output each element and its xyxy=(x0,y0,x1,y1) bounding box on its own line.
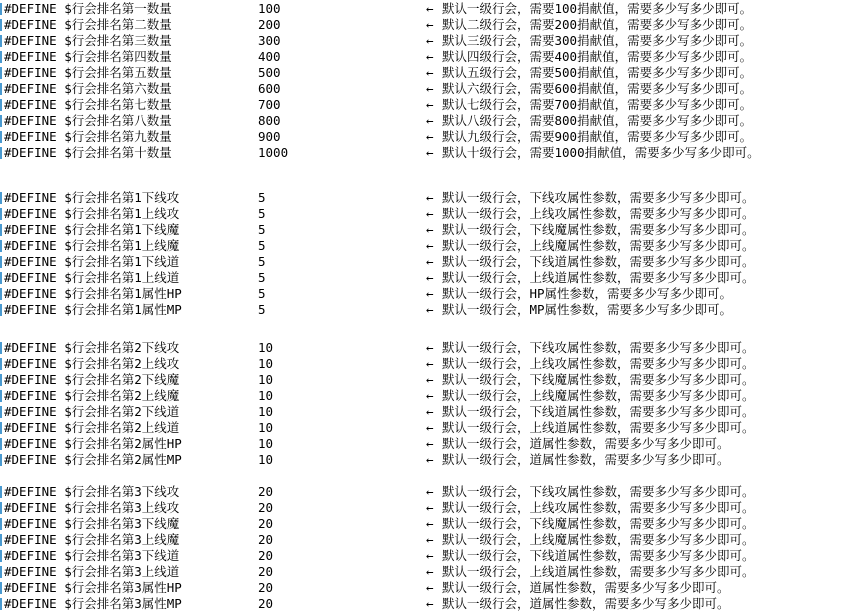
arrow-left-icon: ← xyxy=(426,596,434,611)
line-marker xyxy=(0,358,2,370)
define-comment: 默认一级行会，道属性参数，需要多少写多少即可。 xyxy=(442,436,730,451)
line-marker xyxy=(0,550,2,562)
arrow-left-icon: ← xyxy=(426,254,434,269)
define-value: 20 xyxy=(258,596,274,611)
line-marker xyxy=(0,147,2,159)
line-marker xyxy=(0,422,2,434)
define-command: #DEFINE $行会排名第3下线攻 xyxy=(4,484,180,499)
line-marker xyxy=(0,224,2,236)
line-marker xyxy=(0,83,2,95)
define-line xyxy=(0,404,842,420)
line-marker xyxy=(0,192,2,204)
define-command: #DEFINE $行会排名第2上线攻 xyxy=(4,356,180,371)
arrow-left-icon: ← xyxy=(426,113,434,128)
define-value: 200 xyxy=(258,17,281,32)
line-marker xyxy=(0,288,2,300)
arrow-left-icon: ← xyxy=(426,436,434,451)
define-command: #DEFINE $行会排名第2下线攻 xyxy=(4,340,180,355)
arrow-left-icon: ← xyxy=(426,516,434,531)
arrow-left-icon: ← xyxy=(426,420,434,435)
arrow-left-icon: ← xyxy=(426,356,434,371)
arrow-left-icon: ← xyxy=(426,532,434,547)
define-command: #DEFINE $行会排名第1上线攻 xyxy=(4,206,180,221)
define-command: #DEFINE $行会排名第3下线魔 xyxy=(4,516,180,531)
define-line xyxy=(0,532,842,548)
define-command: #DEFINE $行会排名第2下线道 xyxy=(4,404,180,419)
line-marker xyxy=(0,566,2,578)
arrow-left-icon: ← xyxy=(426,484,434,499)
define-value: 20 xyxy=(258,548,274,563)
line-marker xyxy=(0,518,2,530)
line-marker xyxy=(0,342,2,354)
define-value: 10 xyxy=(258,340,274,355)
define-value: 5 xyxy=(258,270,266,285)
define-value: 400 xyxy=(258,49,281,64)
define-comment: 默认一级行会，上线魔属性参数，需要多少写多少即可。 xyxy=(442,388,755,403)
define-command: #DEFINE $行会排名第2上线魔 xyxy=(4,388,180,403)
define-command: #DEFINE $行会排名第1属性HP xyxy=(4,286,182,301)
define-command: #DEFINE $行会排名第四数量 xyxy=(4,49,172,64)
line-marker xyxy=(0,534,2,546)
define-line xyxy=(0,286,842,302)
arrow-left-icon: ← xyxy=(426,404,434,419)
arrow-left-icon: ← xyxy=(426,190,434,205)
define-line xyxy=(0,254,842,270)
define-line xyxy=(0,222,842,238)
line-marker xyxy=(0,51,2,63)
define-value: 800 xyxy=(258,113,281,128)
define-comment: 默认一级行会，道属性参数，需要多少写多少即可。 xyxy=(442,452,730,467)
define-line xyxy=(0,113,842,129)
define-value: 20 xyxy=(258,532,274,547)
define-comment: 默认二级行会，需要200捐献值，需要多少写多少即可。 xyxy=(442,17,753,32)
line-marker xyxy=(0,304,2,316)
arrow-left-icon: ← xyxy=(426,500,434,515)
define-line xyxy=(0,372,842,388)
line-marker xyxy=(0,240,2,252)
arrow-left-icon: ← xyxy=(426,1,434,16)
define-command: #DEFINE $行会排名第3上线攻 xyxy=(4,500,180,515)
arrow-left-icon: ← xyxy=(426,222,434,237)
define-command: #DEFINE $行会排名第三数量 xyxy=(4,33,172,48)
define-value: 5 xyxy=(258,302,266,317)
define-value: 10 xyxy=(258,356,274,371)
define-comment: 默认一级行会，下线魔属性参数，需要多少写多少即可。 xyxy=(442,222,755,237)
line-marker xyxy=(0,67,2,79)
line-marker xyxy=(0,131,2,143)
line-marker xyxy=(0,35,2,47)
arrow-left-icon: ← xyxy=(426,206,434,221)
define-value: 20 xyxy=(258,580,274,595)
line-marker xyxy=(0,438,2,450)
line-marker xyxy=(0,374,2,386)
define-line xyxy=(0,452,842,468)
line-marker xyxy=(0,3,2,15)
define-line xyxy=(0,206,842,222)
define-line xyxy=(0,580,842,596)
define-value: 5 xyxy=(258,190,266,205)
line-marker xyxy=(0,272,2,284)
define-command: #DEFINE $行会排名第2下线魔 xyxy=(4,372,180,387)
define-command: #DEFINE $行会排名第1下线攻 xyxy=(4,190,180,205)
define-line xyxy=(0,49,842,65)
define-comment: 默认一级行会，上线道属性参数，需要多少写多少即可。 xyxy=(442,270,755,285)
define-line xyxy=(0,340,842,356)
define-comment: 默认一级行会，道属性参数，需要多少写多少即可。 xyxy=(442,580,730,595)
define-value: 10 xyxy=(258,452,274,467)
define-value: 10 xyxy=(258,420,274,435)
define-value: 20 xyxy=(258,484,274,499)
define-line xyxy=(0,65,842,81)
line-marker xyxy=(0,208,2,220)
arrow-left-icon: ← xyxy=(426,97,434,112)
define-comment: 默认一级行会，下线攻属性参数，需要多少写多少即可。 xyxy=(442,190,755,205)
define-comment: 默认八级行会，需要800捐献值，需要多少写多少即可。 xyxy=(442,113,753,128)
define-comment: 默认一级行会，道属性参数，需要多少写多少即可。 xyxy=(442,596,730,611)
define-line xyxy=(0,596,842,612)
define-comment: 默认一级行会，上线攻属性参数，需要多少写多少即可。 xyxy=(442,356,755,371)
define-comment: 默认一级行会，下线道属性参数，需要多少写多少即可。 xyxy=(442,254,755,269)
line-marker xyxy=(0,582,2,594)
define-value: 700 xyxy=(258,97,281,112)
define-line xyxy=(0,484,842,500)
arrow-left-icon: ← xyxy=(426,81,434,96)
define-comment: 默认一级行会，下线攻属性参数，需要多少写多少即可。 xyxy=(442,484,755,499)
define-value: 10 xyxy=(258,436,274,451)
arrow-left-icon: ← xyxy=(426,580,434,595)
define-command: #DEFINE $行会排名第1属性MP xyxy=(4,302,182,317)
define-value: 5 xyxy=(258,238,266,253)
arrow-left-icon: ← xyxy=(426,17,434,32)
define-line xyxy=(0,388,842,404)
define-comment: 默认十级行会，需要1000捐献值，需要多少写多少即可。 xyxy=(442,145,760,160)
define-comment: 默认一级行会，HP属性参数，需要多少写多少即可。 xyxy=(442,286,733,301)
define-comment: 默认五级行会，需要500捐献值，需要多少写多少即可。 xyxy=(442,65,753,80)
define-line xyxy=(0,145,842,161)
define-value: 300 xyxy=(258,33,281,48)
define-comment: 默认三级行会，需要300捐献值，需要多少写多少即可。 xyxy=(442,33,753,48)
line-marker xyxy=(0,486,2,498)
define-comment: 默认六级行会，需要600捐献值，需要多少写多少即可。 xyxy=(442,81,753,96)
define-value: 10 xyxy=(258,372,274,387)
define-line xyxy=(0,190,842,206)
define-line xyxy=(0,420,842,436)
define-line xyxy=(0,97,842,113)
define-value: 20 xyxy=(258,516,274,531)
define-value: 5 xyxy=(258,222,266,237)
line-marker xyxy=(0,256,2,268)
arrow-left-icon: ← xyxy=(426,372,434,387)
define-line xyxy=(0,81,842,97)
define-value: 5 xyxy=(258,286,266,301)
define-command: #DEFINE $行会排名第七数量 xyxy=(4,97,172,112)
define-command: #DEFINE $行会排名第一数量 xyxy=(4,1,172,16)
define-comment: 默认一级行会，上线道属性参数，需要多少写多少即可。 xyxy=(442,420,755,435)
arrow-left-icon: ← xyxy=(426,270,434,285)
define-comment: 默认一级行会，上线攻属性参数，需要多少写多少即可。 xyxy=(442,500,755,515)
define-line xyxy=(0,17,842,33)
define-comment: 默认一级行会，下线魔属性参数，需要多少写多少即可。 xyxy=(442,516,755,531)
define-comment: 默认四级行会，需要400捐献值，需要多少写多少即可。 xyxy=(442,49,753,64)
define-command: #DEFINE $行会排名第九数量 xyxy=(4,129,172,144)
define-comment: 默认一级行会，下线道属性参数，需要多少写多少即可。 xyxy=(442,404,755,419)
define-command: #DEFINE $行会排名第3上线魔 xyxy=(4,532,180,547)
define-line xyxy=(0,1,842,17)
define-command: #DEFINE $行会排名第1上线魔 xyxy=(4,238,180,253)
define-value: 5 xyxy=(258,206,266,221)
arrow-left-icon: ← xyxy=(426,33,434,48)
line-marker xyxy=(0,406,2,418)
arrow-left-icon: ← xyxy=(426,548,434,563)
define-value: 5 xyxy=(258,254,266,269)
define-value: 20 xyxy=(258,500,274,515)
line-marker xyxy=(0,454,2,466)
define-value: 500 xyxy=(258,65,281,80)
define-value: 10 xyxy=(258,388,274,403)
define-value: 1000 xyxy=(258,145,289,160)
define-line xyxy=(0,356,842,372)
arrow-left-icon: ← xyxy=(426,340,434,355)
define-command: #DEFINE $行会排名第2属性HP xyxy=(4,436,182,451)
define-comment: 默认一级行会，下线攻属性参数，需要多少写多少即可。 xyxy=(442,340,755,355)
define-command: #DEFINE $行会排名第3上线道 xyxy=(4,564,180,579)
define-comment: 默认九级行会，需要900捐献值，需要多少写多少即可。 xyxy=(442,129,753,144)
define-command: #DEFINE $行会排名第五数量 xyxy=(4,65,172,80)
define-line xyxy=(0,564,842,580)
line-marker xyxy=(0,598,2,610)
define-comment: 默认一级行会，MP属性参数，需要多少写多少即可。 xyxy=(442,302,733,317)
arrow-left-icon: ← xyxy=(426,238,434,253)
define-command: #DEFINE $行会排名第2上线道 xyxy=(4,420,180,435)
define-line xyxy=(0,500,842,516)
define-command: #DEFINE $行会排名第十数量 xyxy=(4,145,172,160)
line-marker xyxy=(0,99,2,111)
define-line xyxy=(0,548,842,564)
define-comment: 默认七级行会，需要700捐献值，需要多少写多少即可。 xyxy=(442,97,753,112)
define-comment: 默认一级行会，上线攻属性参数，需要多少写多少即可。 xyxy=(442,206,755,221)
define-command: #DEFINE $行会排名第1下线道 xyxy=(4,254,180,269)
define-line xyxy=(0,238,842,254)
define-value: 20 xyxy=(258,564,274,579)
arrow-left-icon: ← xyxy=(426,286,434,301)
define-command: #DEFINE $行会排名第2属性MP xyxy=(4,452,182,467)
define-value: 600 xyxy=(258,81,281,96)
define-command: #DEFINE $行会排名第3下线道 xyxy=(4,548,180,563)
define-comment: 默认一级行会，上线道属性参数，需要多少写多少即可。 xyxy=(442,564,755,579)
arrow-left-icon: ← xyxy=(426,452,434,467)
define-comment: 默认一级行会，上线魔属性参数，需要多少写多少即可。 xyxy=(442,238,755,253)
line-marker xyxy=(0,502,2,514)
arrow-left-icon: ← xyxy=(426,388,434,403)
define-comment: 默认一级行会，下线魔属性参数，需要多少写多少即可。 xyxy=(442,372,755,387)
arrow-left-icon: ← xyxy=(426,49,434,64)
define-line xyxy=(0,436,842,452)
define-command: #DEFINE $行会排名第二数量 xyxy=(4,17,172,32)
define-command: #DEFINE $行会排名第六数量 xyxy=(4,81,172,96)
define-command: #DEFINE $行会排名第1下线魔 xyxy=(4,222,180,237)
define-comment: 默认一级行会，上线魔属性参数，需要多少写多少即可。 xyxy=(442,532,755,547)
define-command: #DEFINE $行会排名第3属性MP xyxy=(4,596,182,611)
define-value: 100 xyxy=(258,1,281,16)
define-comment: 默认一级行会，需要100捐献值，需要多少写多少即可。 xyxy=(442,1,753,16)
arrow-left-icon: ← xyxy=(426,129,434,144)
arrow-left-icon: ← xyxy=(426,65,434,80)
define-line xyxy=(0,129,842,145)
line-marker xyxy=(0,390,2,402)
arrow-left-icon: ← xyxy=(426,564,434,579)
arrow-left-icon: ← xyxy=(426,145,434,160)
define-value: 900 xyxy=(258,129,281,144)
define-line xyxy=(0,302,842,318)
define-command: #DEFINE $行会排名第1上线道 xyxy=(4,270,180,285)
define-line xyxy=(0,516,842,532)
line-marker xyxy=(0,115,2,127)
line-marker xyxy=(0,19,2,31)
define-command: #DEFINE $行会排名第3属性HP xyxy=(4,580,182,595)
define-command: #DEFINE $行会排名第八数量 xyxy=(4,113,172,128)
define-line xyxy=(0,33,842,49)
arrow-left-icon: ← xyxy=(426,302,434,317)
define-comment: 默认一级行会，下线道属性参数，需要多少写多少即可。 xyxy=(442,548,755,563)
define-line xyxy=(0,270,842,286)
define-value: 10 xyxy=(258,404,274,419)
